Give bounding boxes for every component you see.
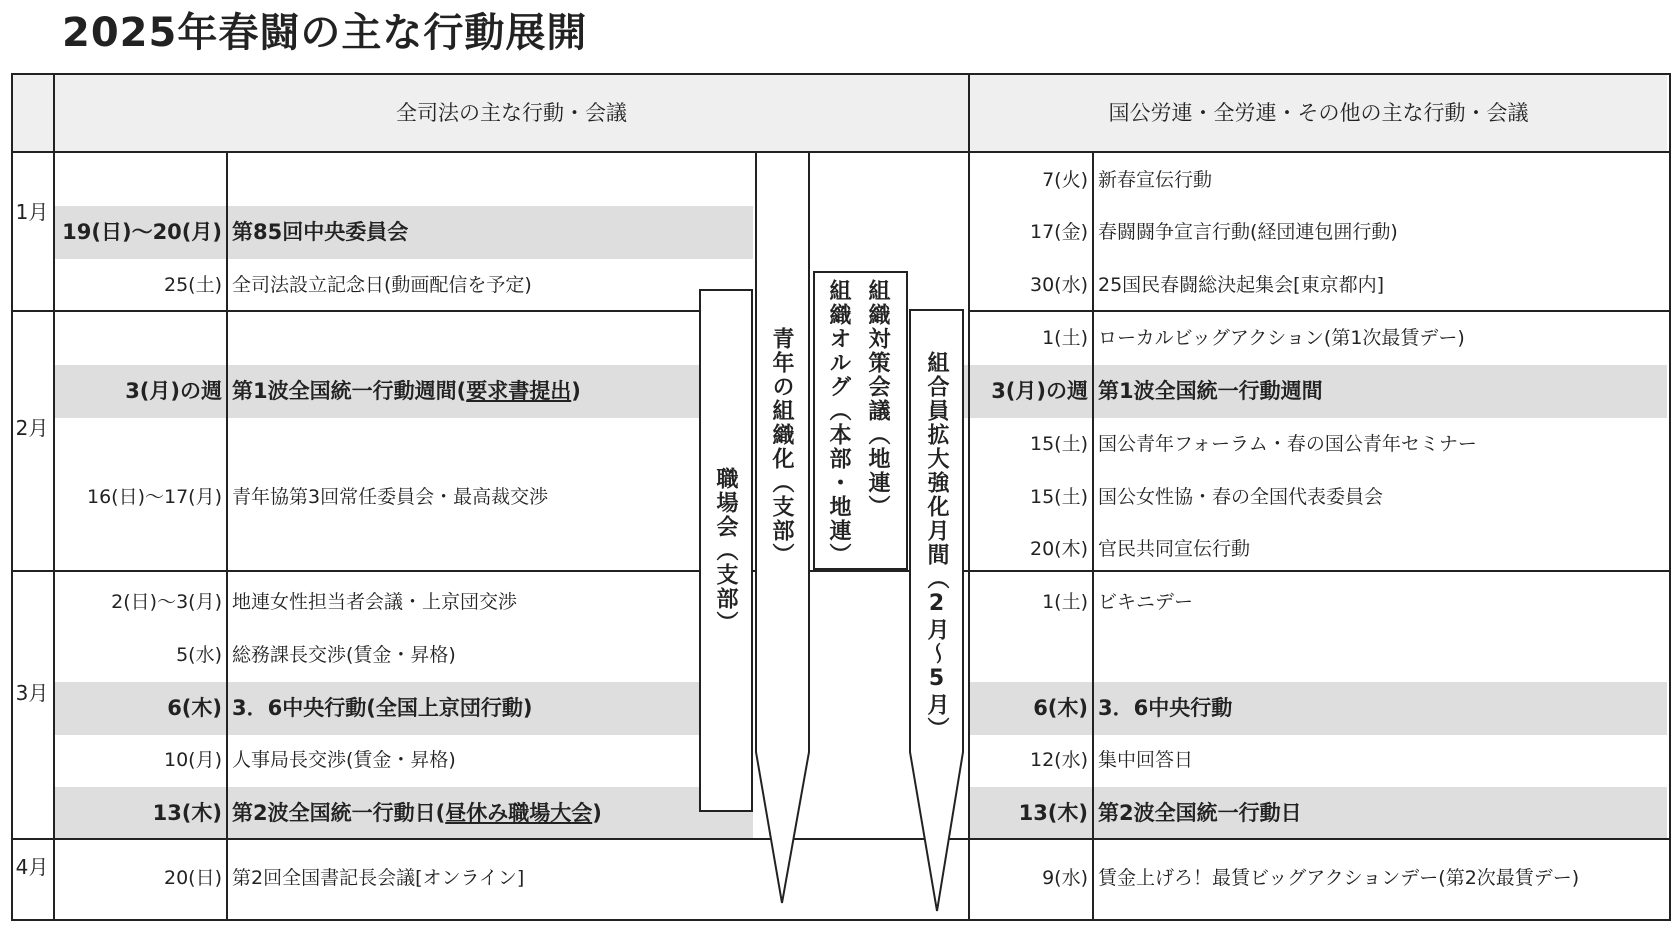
event-date: 13(木)	[152, 801, 222, 825]
left-column-header: 全司法の主な行動・会議	[396, 101, 627, 125]
event-title: 新春宣伝行動	[1098, 169, 1213, 191]
event-date: 30(水)	[1029, 274, 1088, 296]
event-date: 20(木)	[1029, 538, 1088, 560]
event-date: 1(土)	[1042, 591, 1088, 613]
event-date: 1(土)	[1042, 327, 1088, 349]
event-title: 25国民春闘総決起集会[東京都内]	[1098, 274, 1385, 296]
event-date: 2(日)〜3(月)	[111, 591, 222, 613]
event-date: 12(水)	[1029, 749, 1088, 771]
event-date: 19(日)〜20(月)	[62, 220, 222, 244]
event-title: 3．6中央行動(全国上京団行動)	[232, 696, 533, 720]
event-date: 10(月)	[163, 749, 222, 771]
event-date: 3(月)の週	[125, 379, 222, 403]
event-title: 第2回全国書記長会議[オンライン]	[232, 867, 525, 889]
event-title: ビキニデー	[1098, 591, 1194, 613]
event-date: 9(水)	[1042, 867, 1088, 889]
event-title: 国公青年フォーラム・春の国公青年セミナー	[1098, 433, 1477, 455]
event-title: 春闘闘争宣言行動(経団連包囲行動)	[1098, 221, 1398, 243]
event-text: 第1波全国統一行動週間(	[232, 379, 467, 403]
event-date: 20(日)	[163, 867, 222, 889]
event-text: 第2波全国統一行動日(	[232, 801, 446, 825]
event-title: 第1波全国統一行動週間	[1098, 379, 1323, 403]
label-shokuba: 職場会（支部）	[713, 467, 738, 635]
page-title: 2025年春闘の主な行動展開	[62, 10, 588, 56]
schedule-table	[11, 73, 1671, 921]
event-date: 16(日)〜17(月)	[86, 486, 222, 508]
event-title: 国公女性協・春の全国代表委員会	[1098, 486, 1384, 508]
event-text-after: )	[592, 801, 602, 825]
event-text-after: )	[571, 379, 581, 403]
event-date: 7(火)	[1042, 169, 1088, 191]
event-title: 全司法設立記念日(動画配信を予定)	[232, 274, 532, 296]
event-title: 官民共同宣伝行動	[1098, 538, 1251, 560]
event-date: 6(木)	[1033, 696, 1088, 720]
month-feb: 2月	[15, 416, 49, 440]
event-date: 13(木)	[1018, 801, 1088, 825]
event-title: 総務課長交渉(賃金・昇格)	[232, 644, 456, 666]
event-title: 集中回答日	[1098, 749, 1194, 771]
month-mar: 3月	[15, 681, 49, 705]
label-kakudai: 組合員拡大強化月間（2月〜5月）	[924, 351, 949, 741]
event-date: 17(金)	[1029, 221, 1088, 243]
event-date: 15(土)	[1029, 433, 1088, 455]
event-title: 青年協第3回常任委員会・最高裁交渉	[232, 486, 549, 508]
event-title: 地連女性担当者会議・上京団交渉	[232, 591, 518, 613]
event-date: 15(土)	[1029, 486, 1088, 508]
event-title: 第2波全国統一行動日	[1098, 801, 1302, 825]
event-title: 3．6中央行動	[1098, 696, 1233, 720]
event-underlined: 要求書提出	[466, 379, 572, 403]
label-soshiki: 組織対策会議（地連）	[865, 279, 890, 519]
event-date: 3(月)の週	[991, 379, 1088, 403]
event-date: 25(土)	[163, 274, 222, 296]
right-column-header: 国公労連・全労連・その他の主な行動・会議	[1108, 101, 1529, 125]
label-seinen: 青年の組織化（支部）	[769, 327, 794, 567]
event-date: 5(水)	[176, 644, 222, 666]
month-apr: 4月	[15, 855, 49, 879]
event-underlined: 昼休み職場大会	[445, 801, 593, 825]
event-title: 人事局長交渉(賃金・昇格)	[232, 749, 456, 771]
event-date: 6(木)	[167, 696, 222, 720]
label-orugu: 組織オルグ（本部・地連）	[826, 279, 851, 567]
event-title: 賃金上げろ！最賃ビッグアクションデー(第2次最賃デー)	[1098, 867, 1580, 889]
event-title: ローカルビッグアクション(第1次最賃デー)	[1098, 327, 1465, 349]
event-title: 第85回中央委員会	[232, 220, 409, 244]
month-jan: 1月	[15, 200, 49, 224]
